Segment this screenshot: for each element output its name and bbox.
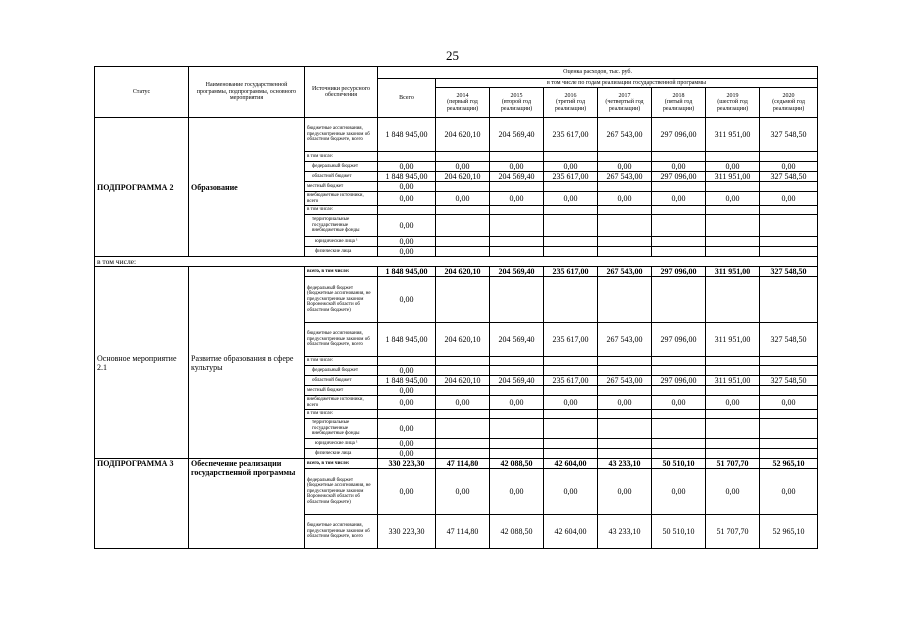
value-year-cell: 0,00: [706, 396, 760, 410]
value-total-cell: [378, 357, 436, 366]
funding-source-cell: внебюджетные источники, всего: [305, 396, 378, 410]
value-year-cell: 235 617,00: [544, 118, 598, 152]
value-year-cell: 204 569,40: [490, 118, 544, 152]
status-cell: ПОДПРОГРАММА 3: [95, 459, 189, 549]
program-name-cell: Развитие образования в сфере культуры: [189, 267, 305, 459]
value-year-cell: [760, 386, 818, 396]
value-year-cell: [706, 206, 760, 215]
value-year-cell: [706, 419, 760, 439]
table-row: [95, 459, 818, 469]
value-year-cell: [490, 215, 544, 237]
value-year-cell: [652, 237, 706, 247]
header-year-number: 2020: [782, 92, 795, 99]
value-year-cell: [598, 439, 652, 449]
value-year-cell: [652, 357, 706, 366]
value-year-cell: [544, 182, 598, 192]
value-year-cell: 42 604,00: [544, 459, 598, 469]
value-total-cell: 0,00: [378, 277, 436, 323]
value-year-cell: [652, 206, 706, 215]
value-year-cell: 204 620,10: [436, 267, 490, 277]
value-total-cell: 0,00: [378, 439, 436, 449]
value-year-cell: 267 543,00: [598, 323, 652, 357]
value-year-cell: [706, 152, 760, 162]
funding-source-cell: в том числе:: [305, 410, 378, 419]
value-year-cell: [436, 357, 490, 366]
value-year-cell: [760, 410, 818, 419]
header-year-label: (седьмой год реализации): [772, 99, 805, 112]
header-year-number: 2016: [564, 92, 577, 99]
funding-source-cell: физические лица: [305, 449, 378, 459]
value-year-cell: [706, 237, 760, 247]
funding-source-cell: внебюджетные источники, всего: [305, 192, 378, 206]
header-year-2014: [436, 88, 490, 118]
budget-table: [94, 66, 818, 549]
value-year-cell: [598, 237, 652, 247]
value-total-cell: 1 848 945,00: [378, 118, 436, 152]
value-year-cell: [436, 182, 490, 192]
value-year-cell: [490, 237, 544, 247]
value-year-cell: 267 543,00: [598, 172, 652, 182]
value-year-cell: [598, 277, 652, 323]
value-year-cell: [652, 366, 706, 376]
value-year-cell: 204 569,40: [490, 323, 544, 357]
value-year-cell: [544, 277, 598, 323]
value-year-cell: 0,00: [544, 396, 598, 410]
value-year-cell: [490, 449, 544, 459]
value-year-cell: 235 617,00: [544, 172, 598, 182]
value-year-cell: 43 233,10: [598, 459, 652, 469]
value-year-cell: [490, 247, 544, 257]
value-year-cell: [760, 152, 818, 162]
funding-source-cell: бюджетные ассигнования, предусмотренные законом об областном бюджете, всего: [305, 323, 378, 357]
value-total-cell: 0,00: [378, 419, 436, 439]
value-year-cell: 327 548,50: [760, 376, 818, 386]
value-total-cell: 1 848 945,00: [378, 323, 436, 357]
value-year-cell: 204 569,40: [490, 172, 544, 182]
funding-source-cell: всего, в том числе:: [305, 267, 378, 277]
funding-source-cell: федеральный бюджет: [305, 162, 378, 172]
value-year-cell: [706, 357, 760, 366]
value-year-cell: [652, 247, 706, 257]
value-year-cell: [706, 410, 760, 419]
value-year-cell: [760, 247, 818, 257]
value-year-cell: [490, 366, 544, 376]
value-year-cell: [544, 206, 598, 215]
header-year-label: (третий год реализации): [554, 99, 587, 112]
value-year-cell: [436, 237, 490, 247]
header-year-label: (четвертый год реализации): [605, 99, 644, 112]
value-year-cell: 47 114,80: [436, 459, 490, 469]
funding-source-cell: федеральный бюджет (бюджетные ассигнования, не предусмотренные законом Воронежской области об областном бюджете): [305, 469, 378, 515]
value-year-cell: 51 707,70: [706, 515, 760, 549]
value-year-cell: 327 548,50: [760, 267, 818, 277]
value-total-cell: 330 223,30: [378, 459, 436, 469]
value-total-cell: 0,00: [378, 237, 436, 247]
funding-source-cell: областной бюджет: [305, 172, 378, 182]
funding-source-cell: областной бюджет: [305, 376, 378, 386]
status-cell: Основное мероприятие 2.1: [95, 267, 189, 459]
value-year-cell: [436, 247, 490, 257]
value-year-cell: [598, 152, 652, 162]
value-year-cell: 204 620,10: [436, 118, 490, 152]
value-year-cell: [436, 366, 490, 376]
value-total-cell: 1 848 945,00: [378, 267, 436, 277]
value-total-cell: [378, 410, 436, 419]
value-year-cell: 0,00: [490, 162, 544, 172]
value-year-cell: [706, 215, 760, 237]
header-sources: Источники ресурсного обеспечения: [305, 67, 378, 118]
value-year-cell: [760, 419, 818, 439]
value-year-cell: [760, 366, 818, 376]
value-total-cell: 330 223,30: [378, 515, 436, 549]
header-total: Всего: [378, 79, 436, 118]
header-year-label: (второй год реализации): [500, 99, 533, 112]
value-year-cell: [544, 357, 598, 366]
value-year-cell: [544, 247, 598, 257]
value-year-cell: 0,00: [490, 192, 544, 206]
value-year-cell: 311 951,00: [706, 118, 760, 152]
value-year-cell: 42 604,00: [544, 515, 598, 549]
value-year-cell: 0,00: [652, 192, 706, 206]
funding-source-cell: федеральный бюджет (бюджетные ассигнования, не предусмотренные законом Воронежской области об областном бюджете): [305, 277, 378, 323]
value-year-cell: [760, 439, 818, 449]
value-year-cell: 51 707,70: [706, 459, 760, 469]
header-year-2019: [706, 88, 760, 118]
value-year-cell: [760, 449, 818, 459]
value-year-cell: 0,00: [760, 192, 818, 206]
value-year-cell: [436, 277, 490, 323]
value-year-cell: 43 233,10: [598, 515, 652, 549]
value-year-cell: 204 569,40: [490, 267, 544, 277]
value-total-cell: 0,00: [378, 162, 436, 172]
funding-source-cell: федеральный бюджет: [305, 366, 378, 376]
value-year-cell: [490, 419, 544, 439]
funding-source-cell: юридические лица ¹: [305, 439, 378, 449]
value-year-cell: 204 620,10: [436, 376, 490, 386]
value-year-cell: [598, 419, 652, 439]
header-year-2018: [652, 88, 706, 118]
value-year-cell: 0,00: [760, 469, 818, 515]
value-year-cell: 311 951,00: [706, 376, 760, 386]
value-year-cell: [598, 386, 652, 396]
value-year-cell: [436, 439, 490, 449]
value-year-cell: [436, 449, 490, 459]
value-year-cell: [544, 449, 598, 459]
value-year-cell: 52 965,10: [760, 459, 818, 469]
value-year-cell: 297 096,00: [652, 323, 706, 357]
value-year-cell: [760, 277, 818, 323]
value-year-cell: [652, 386, 706, 396]
header-year-label: (первый год реализации): [446, 99, 479, 112]
value-year-cell: 297 096,00: [652, 172, 706, 182]
value-year-cell: 297 096,00: [652, 376, 706, 386]
value-year-cell: [544, 386, 598, 396]
value-year-cell: [436, 419, 490, 439]
table-row: [95, 267, 818, 277]
value-year-cell: [436, 386, 490, 396]
value-year-cell: [598, 215, 652, 237]
funding-source-cell: физические лица: [305, 247, 378, 257]
value-year-cell: [598, 206, 652, 215]
funding-source-cell: территориальные государственные внебюджетные фонды: [305, 215, 378, 237]
value-year-cell: 311 951,00: [706, 172, 760, 182]
value-year-cell: 0,00: [652, 396, 706, 410]
value-year-cell: [598, 357, 652, 366]
value-year-cell: 42 088,50: [490, 459, 544, 469]
table-row: [95, 118, 818, 152]
funding-source-cell: в том числе:: [305, 357, 378, 366]
value-year-cell: [598, 410, 652, 419]
header-year-label: (пятый год реализации): [662, 99, 695, 112]
value-year-cell: [436, 152, 490, 162]
value-year-cell: 0,00: [436, 469, 490, 515]
value-year-cell: 204 569,40: [490, 376, 544, 386]
value-total-cell: 1 848 945,00: [378, 172, 436, 182]
value-year-cell: 52 965,10: [760, 515, 818, 549]
value-year-cell: [706, 366, 760, 376]
value-year-cell: 267 543,00: [598, 267, 652, 277]
value-year-cell: [490, 439, 544, 449]
header-year-number: 2019: [726, 92, 739, 99]
value-total-cell: 0,00: [378, 215, 436, 237]
value-total-cell: 0,00: [378, 247, 436, 257]
value-year-cell: [598, 247, 652, 257]
value-year-cell: 0,00: [490, 396, 544, 410]
value-year-cell: 204 620,10: [436, 172, 490, 182]
funding-source-cell: местный бюджет: [305, 182, 378, 192]
header-year-2015: [490, 88, 544, 118]
value-year-cell: 50 510,10: [652, 459, 706, 469]
header-year-number: 2015: [510, 92, 523, 99]
value-year-cell: [706, 247, 760, 257]
header-name: Наименование государственной программы, подпрограммы, основного мероприятия: [189, 67, 305, 118]
value-year-cell: [436, 215, 490, 237]
value-year-cell: [760, 182, 818, 192]
value-year-cell: 297 096,00: [652, 118, 706, 152]
value-year-cell: [652, 277, 706, 323]
header-year-number: 2018: [672, 92, 685, 99]
value-year-cell: [490, 357, 544, 366]
value-year-cell: [706, 386, 760, 396]
value-year-cell: [544, 439, 598, 449]
value-year-cell: [706, 449, 760, 459]
value-year-cell: [544, 419, 598, 439]
value-year-cell: 0,00: [544, 162, 598, 172]
value-total-cell: [378, 206, 436, 215]
value-year-cell: [490, 277, 544, 323]
value-year-cell: 327 548,50: [760, 323, 818, 357]
value-year-cell: [760, 357, 818, 366]
value-total-cell: 0,00: [378, 182, 436, 192]
section-divider-label: в том числе:: [95, 257, 818, 267]
value-year-cell: 327 548,50: [760, 118, 818, 152]
value-year-cell: [544, 237, 598, 247]
value-total-cell: [378, 152, 436, 162]
value-year-cell: [706, 182, 760, 192]
value-year-cell: [760, 215, 818, 237]
value-year-cell: [652, 449, 706, 459]
header-year-label: (шестой год реализации): [716, 99, 749, 112]
value-total-cell: 0,00: [378, 386, 436, 396]
value-year-cell: [652, 215, 706, 237]
program-name-cell: Образование: [189, 118, 305, 257]
value-year-cell: 0,00: [436, 396, 490, 410]
header-year-number: 2017: [618, 92, 631, 99]
value-year-cell: 0,00: [490, 469, 544, 515]
value-year-cell: [490, 152, 544, 162]
value-year-cell: 0,00: [760, 396, 818, 410]
funding-source-cell: юридические лица ¹: [305, 237, 378, 247]
value-year-cell: 267 543,00: [598, 376, 652, 386]
funding-source-cell: бюджетные ассигнования, предусмотренные законом об областном бюджете, всего: [305, 118, 378, 152]
value-year-cell: [490, 182, 544, 192]
value-year-cell: [544, 152, 598, 162]
value-year-cell: 0,00: [598, 192, 652, 206]
value-year-cell: 42 088,50: [490, 515, 544, 549]
value-year-cell: 311 951,00: [706, 267, 760, 277]
value-year-cell: 204 620,10: [436, 323, 490, 357]
funding-source-cell: местный бюджет: [305, 386, 378, 396]
value-year-cell: [598, 366, 652, 376]
value-year-cell: [760, 206, 818, 215]
budget-table-container: [94, 66, 817, 549]
value-total-cell: 1 848 945,00: [378, 376, 436, 386]
value-total-cell: 0,00: [378, 449, 436, 459]
value-year-cell: 50 510,10: [652, 515, 706, 549]
value-total-cell: 0,00: [378, 366, 436, 376]
value-year-cell: [490, 410, 544, 419]
section-divider-row: [95, 257, 818, 267]
value-year-cell: [760, 237, 818, 247]
funding-source-cell: бюджетные ассигнования, предусмотренные законом об областном бюджете, всего: [305, 515, 378, 549]
header-estimate: Оценка расходов, тыс. руб.: [378, 67, 818, 79]
value-year-cell: 0,00: [706, 469, 760, 515]
value-year-cell: [490, 386, 544, 396]
header-status: Статус: [95, 67, 189, 118]
value-year-cell: [544, 366, 598, 376]
value-year-cell: [652, 152, 706, 162]
value-year-cell: [598, 449, 652, 459]
value-total-cell: 0,00: [378, 469, 436, 515]
value-year-cell: 0,00: [436, 162, 490, 172]
funding-source-cell: в том числе:: [305, 152, 378, 162]
header-year-2016: [544, 88, 598, 118]
value-year-cell: 235 617,00: [544, 376, 598, 386]
value-year-cell: [652, 410, 706, 419]
header-year-number: 2014: [456, 92, 469, 99]
header-year-2020: [760, 88, 818, 118]
value-year-cell: 0,00: [544, 469, 598, 515]
value-year-cell: [706, 277, 760, 323]
value-year-cell: [706, 439, 760, 449]
value-year-cell: [544, 215, 598, 237]
value-year-cell: 0,00: [436, 192, 490, 206]
value-year-cell: [490, 206, 544, 215]
value-year-cell: 0,00: [652, 469, 706, 515]
value-year-cell: 0,00: [544, 192, 598, 206]
value-year-cell: 267 543,00: [598, 118, 652, 152]
value-year-cell: 0,00: [706, 162, 760, 172]
status-cell: ПОДПРОГРАММА 2: [95, 118, 189, 257]
funding-source-cell: в том числе:: [305, 206, 378, 215]
value-year-cell: 297 096,00: [652, 267, 706, 277]
value-year-cell: 0,00: [598, 162, 652, 172]
value-total-cell: 0,00: [378, 396, 436, 410]
value-total-cell: 0,00: [378, 192, 436, 206]
funding-source-cell: территориальные государственные внебюджетные фонды: [305, 419, 378, 439]
value-year-cell: 311 951,00: [706, 323, 760, 357]
header-by-years: в том числе по годам реализации государственной программы: [436, 79, 818, 88]
value-year-cell: 0,00: [598, 469, 652, 515]
value-year-cell: 0,00: [760, 162, 818, 172]
funding-source-cell: всего, в том числе:: [305, 459, 378, 469]
value-year-cell: [436, 206, 490, 215]
value-year-cell: 47 114,80: [436, 515, 490, 549]
program-name-cell: Обеспечение реализации государственной программы: [189, 459, 305, 549]
page-number: 25: [446, 48, 459, 63]
value-year-cell: [436, 410, 490, 419]
value-year-cell: 327 548,50: [760, 172, 818, 182]
value-year-cell: 0,00: [598, 396, 652, 410]
value-year-cell: [652, 419, 706, 439]
value-year-cell: [544, 410, 598, 419]
value-year-cell: 235 617,00: [544, 267, 598, 277]
value-year-cell: [652, 182, 706, 192]
value-year-cell: 0,00: [652, 162, 706, 172]
value-year-cell: [652, 439, 706, 449]
value-year-cell: 0,00: [706, 192, 760, 206]
value-year-cell: [598, 182, 652, 192]
header-year-2017: [598, 88, 652, 118]
value-year-cell: 235 617,00: [544, 323, 598, 357]
